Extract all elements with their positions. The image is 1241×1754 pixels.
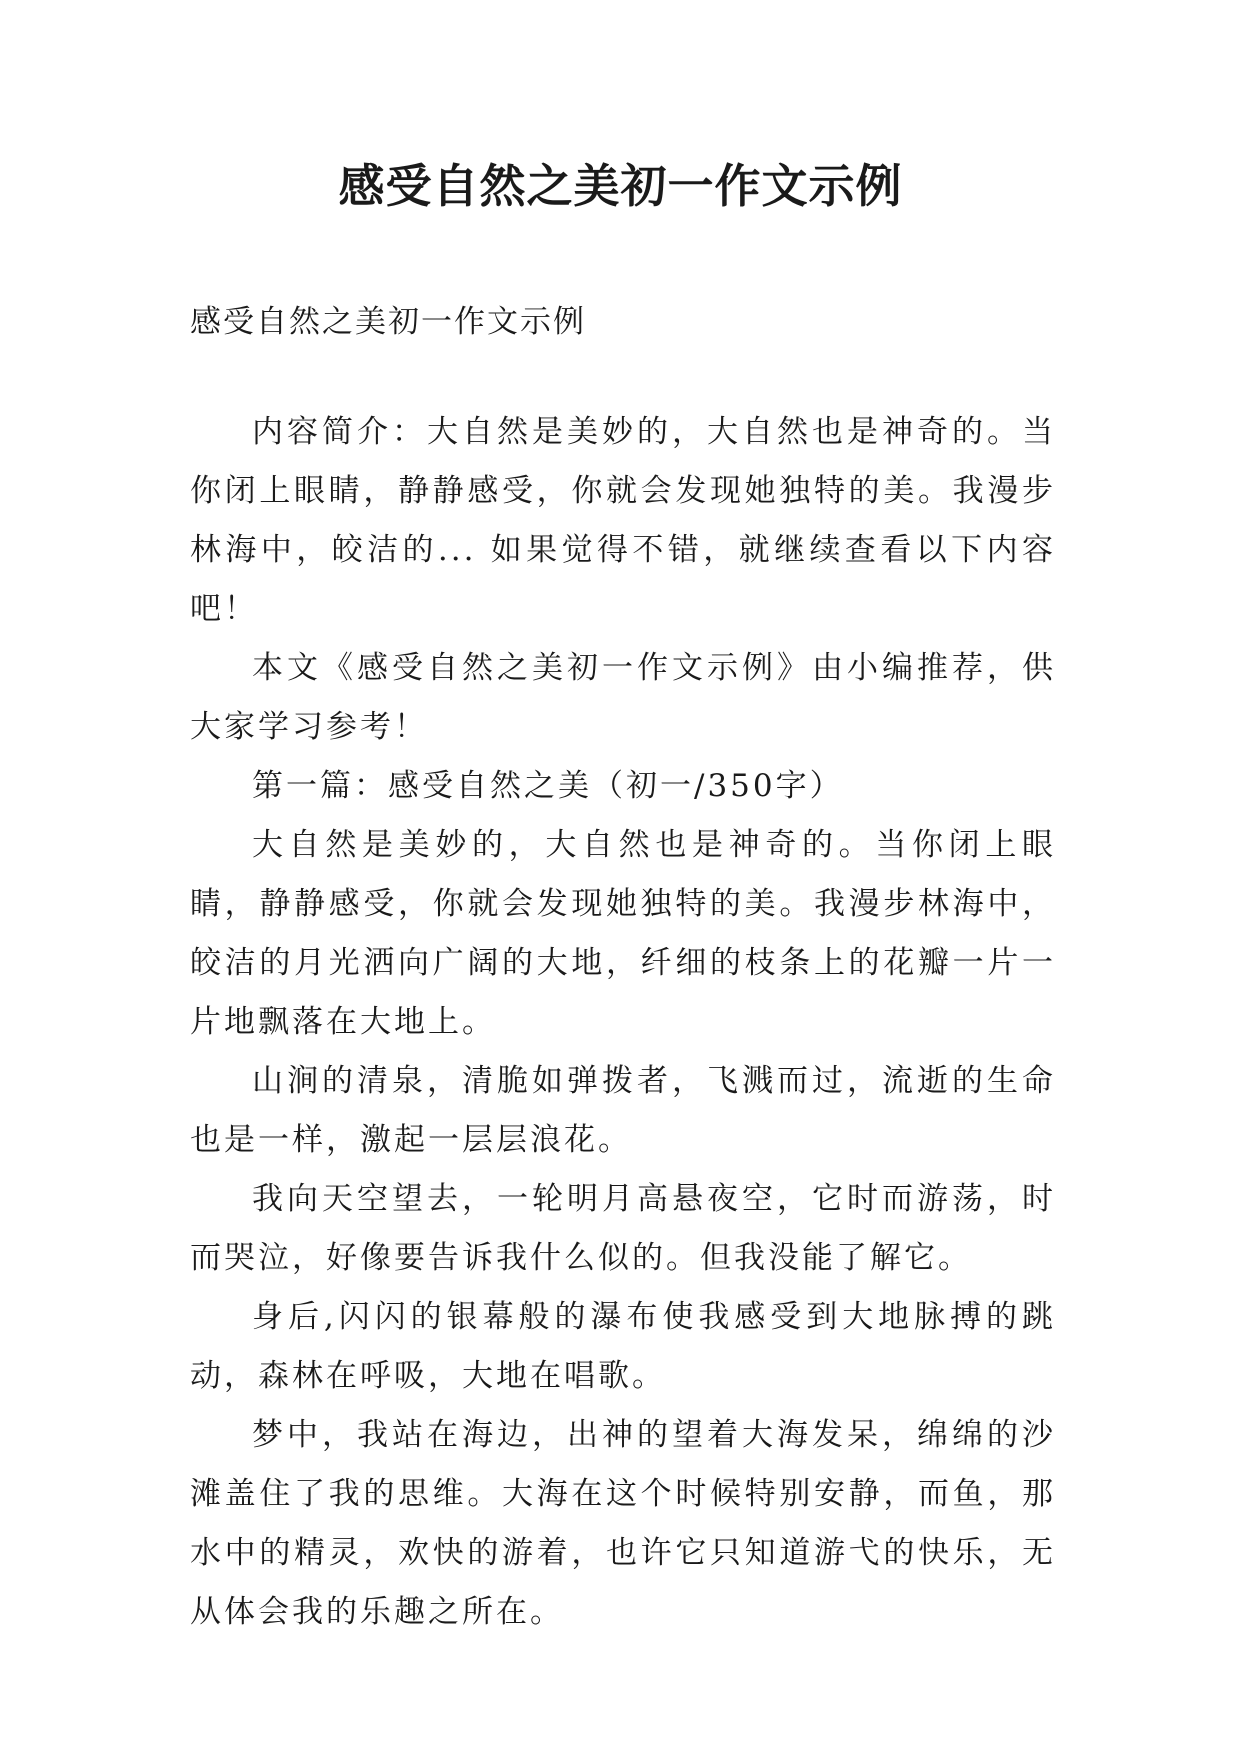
paragraph: 我向天空望去，一轮明月高悬夜空，它时而游荡，时而哭泣，好像要告诉我什么似的。但我没能了解它。 — [190, 1181, 1056, 1276]
paragraph: 山涧的清泉，清脆如弹拨者，飞溅而过，流逝的生命也是一样，激起一层层浪花。 — [190, 1063, 1056, 1158]
document-body — [190, 403, 1056, 1642]
paragraph: 身后,闪闪的银幕般的瀑布使我感受到大地脉搏的跳动，森林在呼吸，大地在唱歌。 — [190, 1299, 1056, 1394]
paragraph: 大自然是美妙的，大自然也是神奇的。当你闭上眼睛，静静感受，你就会发现她独特的美。我漫步林海中，皎洁的月光洒向广阔的大地，纤细的枝条上的花瓣一片一片地飘落在大地上。 — [190, 827, 1056, 1040]
paragraph-recommendation: 本文《感受自然之美初一作文示例》由小编推荐，供大家学习参考！ — [190, 650, 1056, 745]
document-title: 感受自然之美初一作文示例 — [338, 159, 903, 213]
document-subtitle: 感受自然之美初一作文示例 — [190, 304, 586, 340]
paragraph-summary: 内容简介：大自然是美妙的，大自然也是神奇的。当你闭上眼睛，静静感受，你就会发现她独特的美。我漫步林海中，皎洁的... 如果觉得不错，就继续查看以下内容吧！ — [190, 414, 1056, 627]
section-heading: 第一篇：感受自然之美（初一/350字） — [252, 768, 844, 804]
paragraph: 梦中，我站在海边，出神的望着大海发呆，绵绵的沙滩盖住了我的思维。大海在这个时候特别安静，而鱼，那水中的精灵，欢快的游着，也许它只知道游弋的快乐，无从体会我的乐趣之所在。 — [190, 1417, 1056, 1630]
